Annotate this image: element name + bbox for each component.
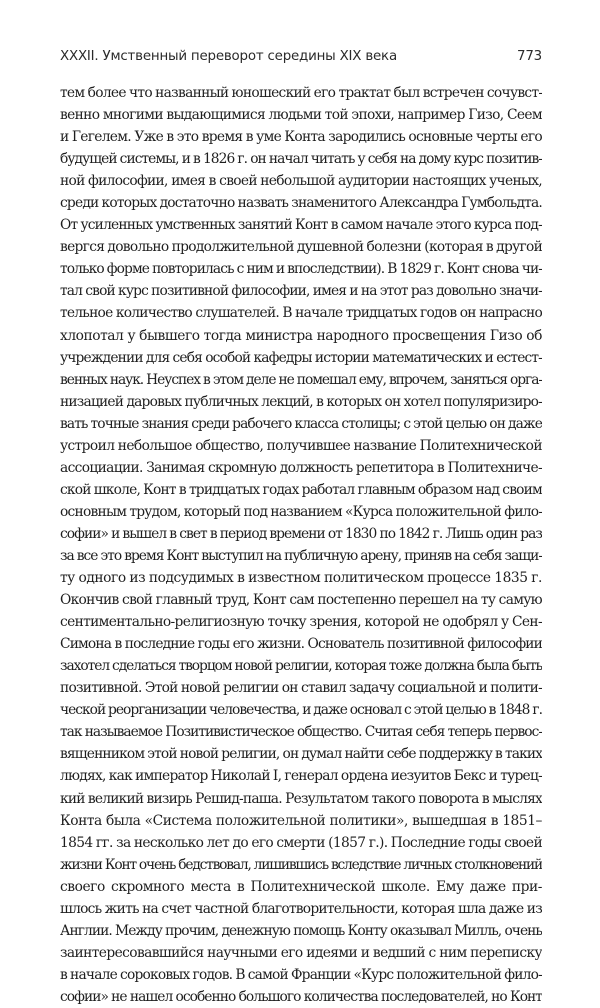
text-line: в начале сороковых годов. В самой Франции «Курс положительной фило- (60, 966, 542, 983)
text-line: сентиментально-религиозную точку зрения, которой не одобрял у Сен- (60, 614, 542, 631)
text-line: основным трудом, который под названием «Курса положительной фило- (60, 503, 542, 520)
text-line: софии» и вышел в свет в период времени от 1830 по 1842 г. Лишь один раз (60, 525, 542, 542)
running-head (60, 49, 542, 69)
text-line: венных наук. Неуспех в этом деле не помешал ему, впрочем, заняться орга- (60, 371, 542, 388)
text-line: 1854 гг. за несколько лет до его смерти (1857 г.). Последние годы своей (60, 834, 542, 851)
text-line: за все это время Конт выступил на публичную арену, приняв на себя защи- (60, 547, 542, 564)
text-line: вященником этой новой религии, он думал найти себе поддержку в таких (60, 746, 542, 763)
text-line: венно многими выдающимися людьми той эпохи, например Гизо, Сеем (60, 107, 542, 124)
text-line: вергся довольно продолжительной душевной болезни (которая в другой (60, 239, 542, 256)
text-line: ской школе, Конт в тридцатых годах работал главным образом над своим (60, 481, 542, 498)
body-text (60, 82, 542, 1008)
text-line: От усиленных умственных занятий Конт в самом начале этого курса под- (60, 217, 542, 234)
text-line: людях, как император Николай I, генерал ордена иезуитов Бекс и турец- (60, 768, 542, 785)
text-line: заинтересовавшийся научными его идеями и ведший с ним переписку (60, 944, 542, 961)
text-line: только форме повторилась с ним и впоследствии). В 1829 г. Конт снова чи- (60, 261, 542, 278)
text-line: тем более что названный юношеский его трактат был встречен сочувст- (60, 85, 542, 101)
text-line: ту одного из подсудимых в известном политическом процессе 1835 г. (60, 570, 542, 587)
text-line: своего скромного места в Политехнической школе. Ему даже при- (60, 878, 542, 895)
page-number: 773 (517, 49, 542, 64)
text-line: низацией даровых публичных лекций, в которых он хотел популяризиро- (60, 393, 542, 410)
text-line: Англии. Между прочим, денежную помощь Конту оказывал Милль, очень (60, 922, 542, 939)
text-line: вать точные знания среди рабочего класса столицы; с этой целью он даже (60, 415, 542, 432)
text-line: среди которых достаточно назвать знаменитого Александра Гумбольдта. (60, 195, 542, 212)
text-line: софии» не нашел особенно большого количества последователей, но Конт (60, 988, 542, 1005)
text-line: шлось жить на счет частной благотворительности, которая шла даже из (60, 900, 542, 917)
text-line: Симона в последние годы его жизни. Основатель позитивной философии (60, 636, 542, 653)
text-line: позитивной. Этой новой религии он ставил задачу социальной и полити- (60, 680, 542, 697)
text-line: ной философии, имея в своей небольшой аудитории настоящих ученых, (60, 173, 542, 190)
text-line: устроил небольшое общество, получившее название Политехнической (60, 437, 542, 454)
chapter-title: XXXII. Умственный переворот середины XIX века (60, 49, 397, 64)
text-line: тал свой курс позитивной философии, имея и на этот раз довольно значи- (60, 283, 542, 300)
text-line: так называемое Позитивистическое общество. Считая себя теперь первос- (60, 724, 542, 741)
text-line: Конта была «Система положительной политики», вышедшая в 1851– (60, 812, 542, 829)
text-line: Окончив свой главный труд, Конт сам постепенно перешел на ту самую (60, 592, 542, 609)
text-line: кий великий визирь Решид-паша. Результатом такого поворота в мыслях (60, 790, 542, 807)
text-line: учреждении для себя особой кафедры истории математических и естест- (60, 349, 542, 366)
text-line: хлопотал у бывшего тогда министра народного просвещения Гизо об (60, 327, 542, 344)
text-line: захотел сделаться творцом новой религии, которая тоже должна была быть (60, 658, 542, 675)
text-line: будущей системы, и в 1826 г. он начал читать у себя на дому курс позитив- (60, 151, 542, 168)
text-line: и Гегелем. Уже в это время в уме Конта зародились основные черты его (60, 129, 542, 146)
text-line: тельное количество слушателей. В начале тридцатых годов он напрасно (60, 305, 542, 322)
text-line: жизни Конт очень бедствовал, лишившись вследствие личных столкновений (60, 856, 542, 873)
text-line: ческой реорганизации человечества, и даже основал с этой целью в 1848 г. (60, 702, 542, 719)
text-line: ассоциации. Занимая скромную должность репетитора в Политехниче- (60, 459, 542, 476)
